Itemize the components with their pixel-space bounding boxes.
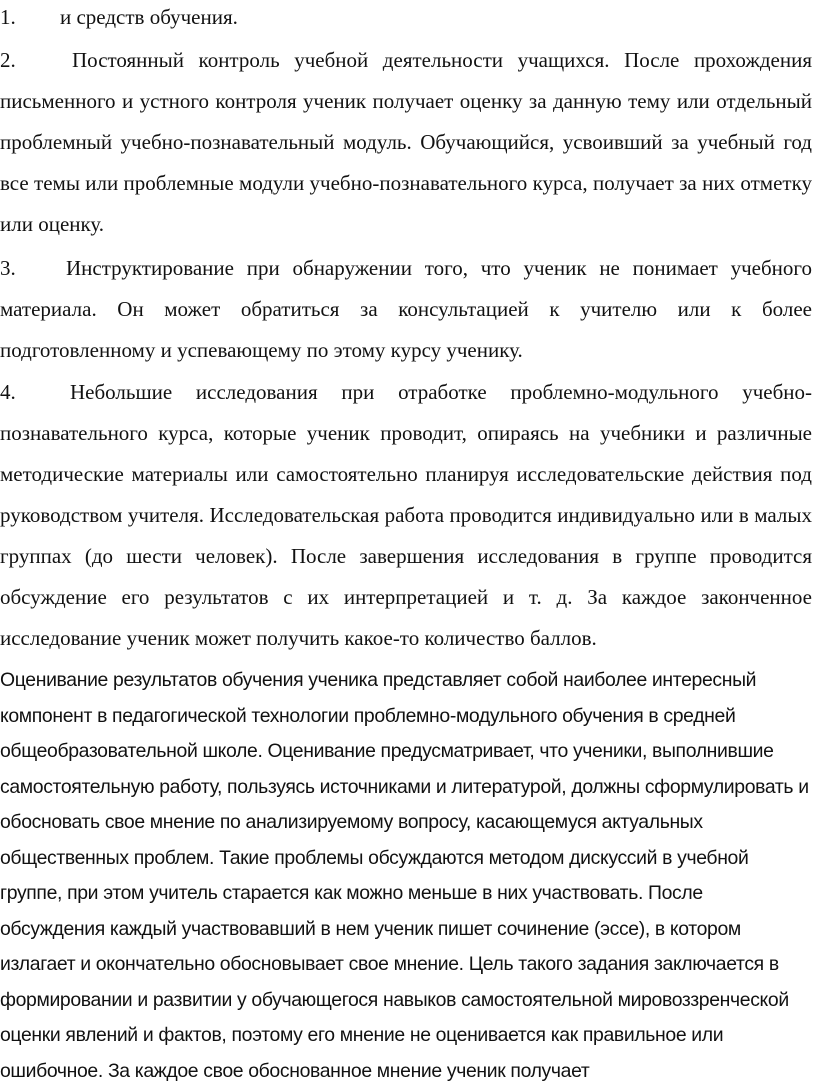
item-number: 3. — [0, 256, 16, 280]
item-number: 2. — [0, 48, 16, 72]
list-item — [0, 248, 812, 371]
item-text: и средств обучения. — [60, 5, 238, 29]
item-text: Постоянный контроль учебной деятельности учащихся. После прохождения письменного и устного контроля ученик получает оценку за данную тему или отдельный проблемный учебно-познавательный модуль. Обучающийся, усвоивший за учебный год все темы или проблемные модули учебно-познавательного курса, получает за них отметку или оценку. — [0, 48, 812, 236]
item-number: 4. — [0, 380, 16, 404]
item-text: Небольшие исследования при отработке проблемно-модульного учебно-познавательного курса, которые ученик проводит, опираясь на учебники и различные методические материалы или самостоятельно планируя исследовательские действия под руководством учителя. Исследовательская работа проводится индивидуально или в малых группах (до шести человек). После завершения исследования в группе проводится обсуждение его результатов с их интерпретацией и т. д. За каждое законченное исследование ученик может получить какое-то количество баллов. — [0, 380, 812, 650]
item-number: 1. — [0, 5, 16, 29]
body-paragraph: Оценивание результатов обучения ученика представляет собой наиболее интересный компонент в педагогической технологии проблемно-модульного обучения в средней общеобразовательной школе. Оценивание предусматривает, что ученики, выполнившие самостоятельную работу, пользуясь источниками и литературой, должны сформулировать и обосновать свое мнение по анализируемому вопросу, касающемуся актуальных общественных проблем. Такие проблемы обсуждаются методом дискуссий в учебной группе, при этом учитель старается как можно меньше в них участвовать. После обсуждения каждый участвовавший в нем ученик пишет сочинение (эссе), в котором излагает и окончательно обосновывает свое мнение. Цель такого задания заключается в формировании и развитии у обучающегося навыков самостоятельной мировоззренческой оценки явлений и фактов, поэтому его мнение не оценивается как правильное или ошибочное. За каждое свое обоснованное мнение ученик получает — [0, 669, 809, 1082]
item-text: Инструктирование при обнаружении того, что ученик не понимает учебного материала. Он может обратиться за консультацией к учителю или к более подготовленному и успевающему по этому курсу ученику. — [0, 256, 812, 362]
list-item — [0, 40, 812, 245]
list-item — [0, 372, 812, 659]
list-item — [0, 0, 812, 38]
